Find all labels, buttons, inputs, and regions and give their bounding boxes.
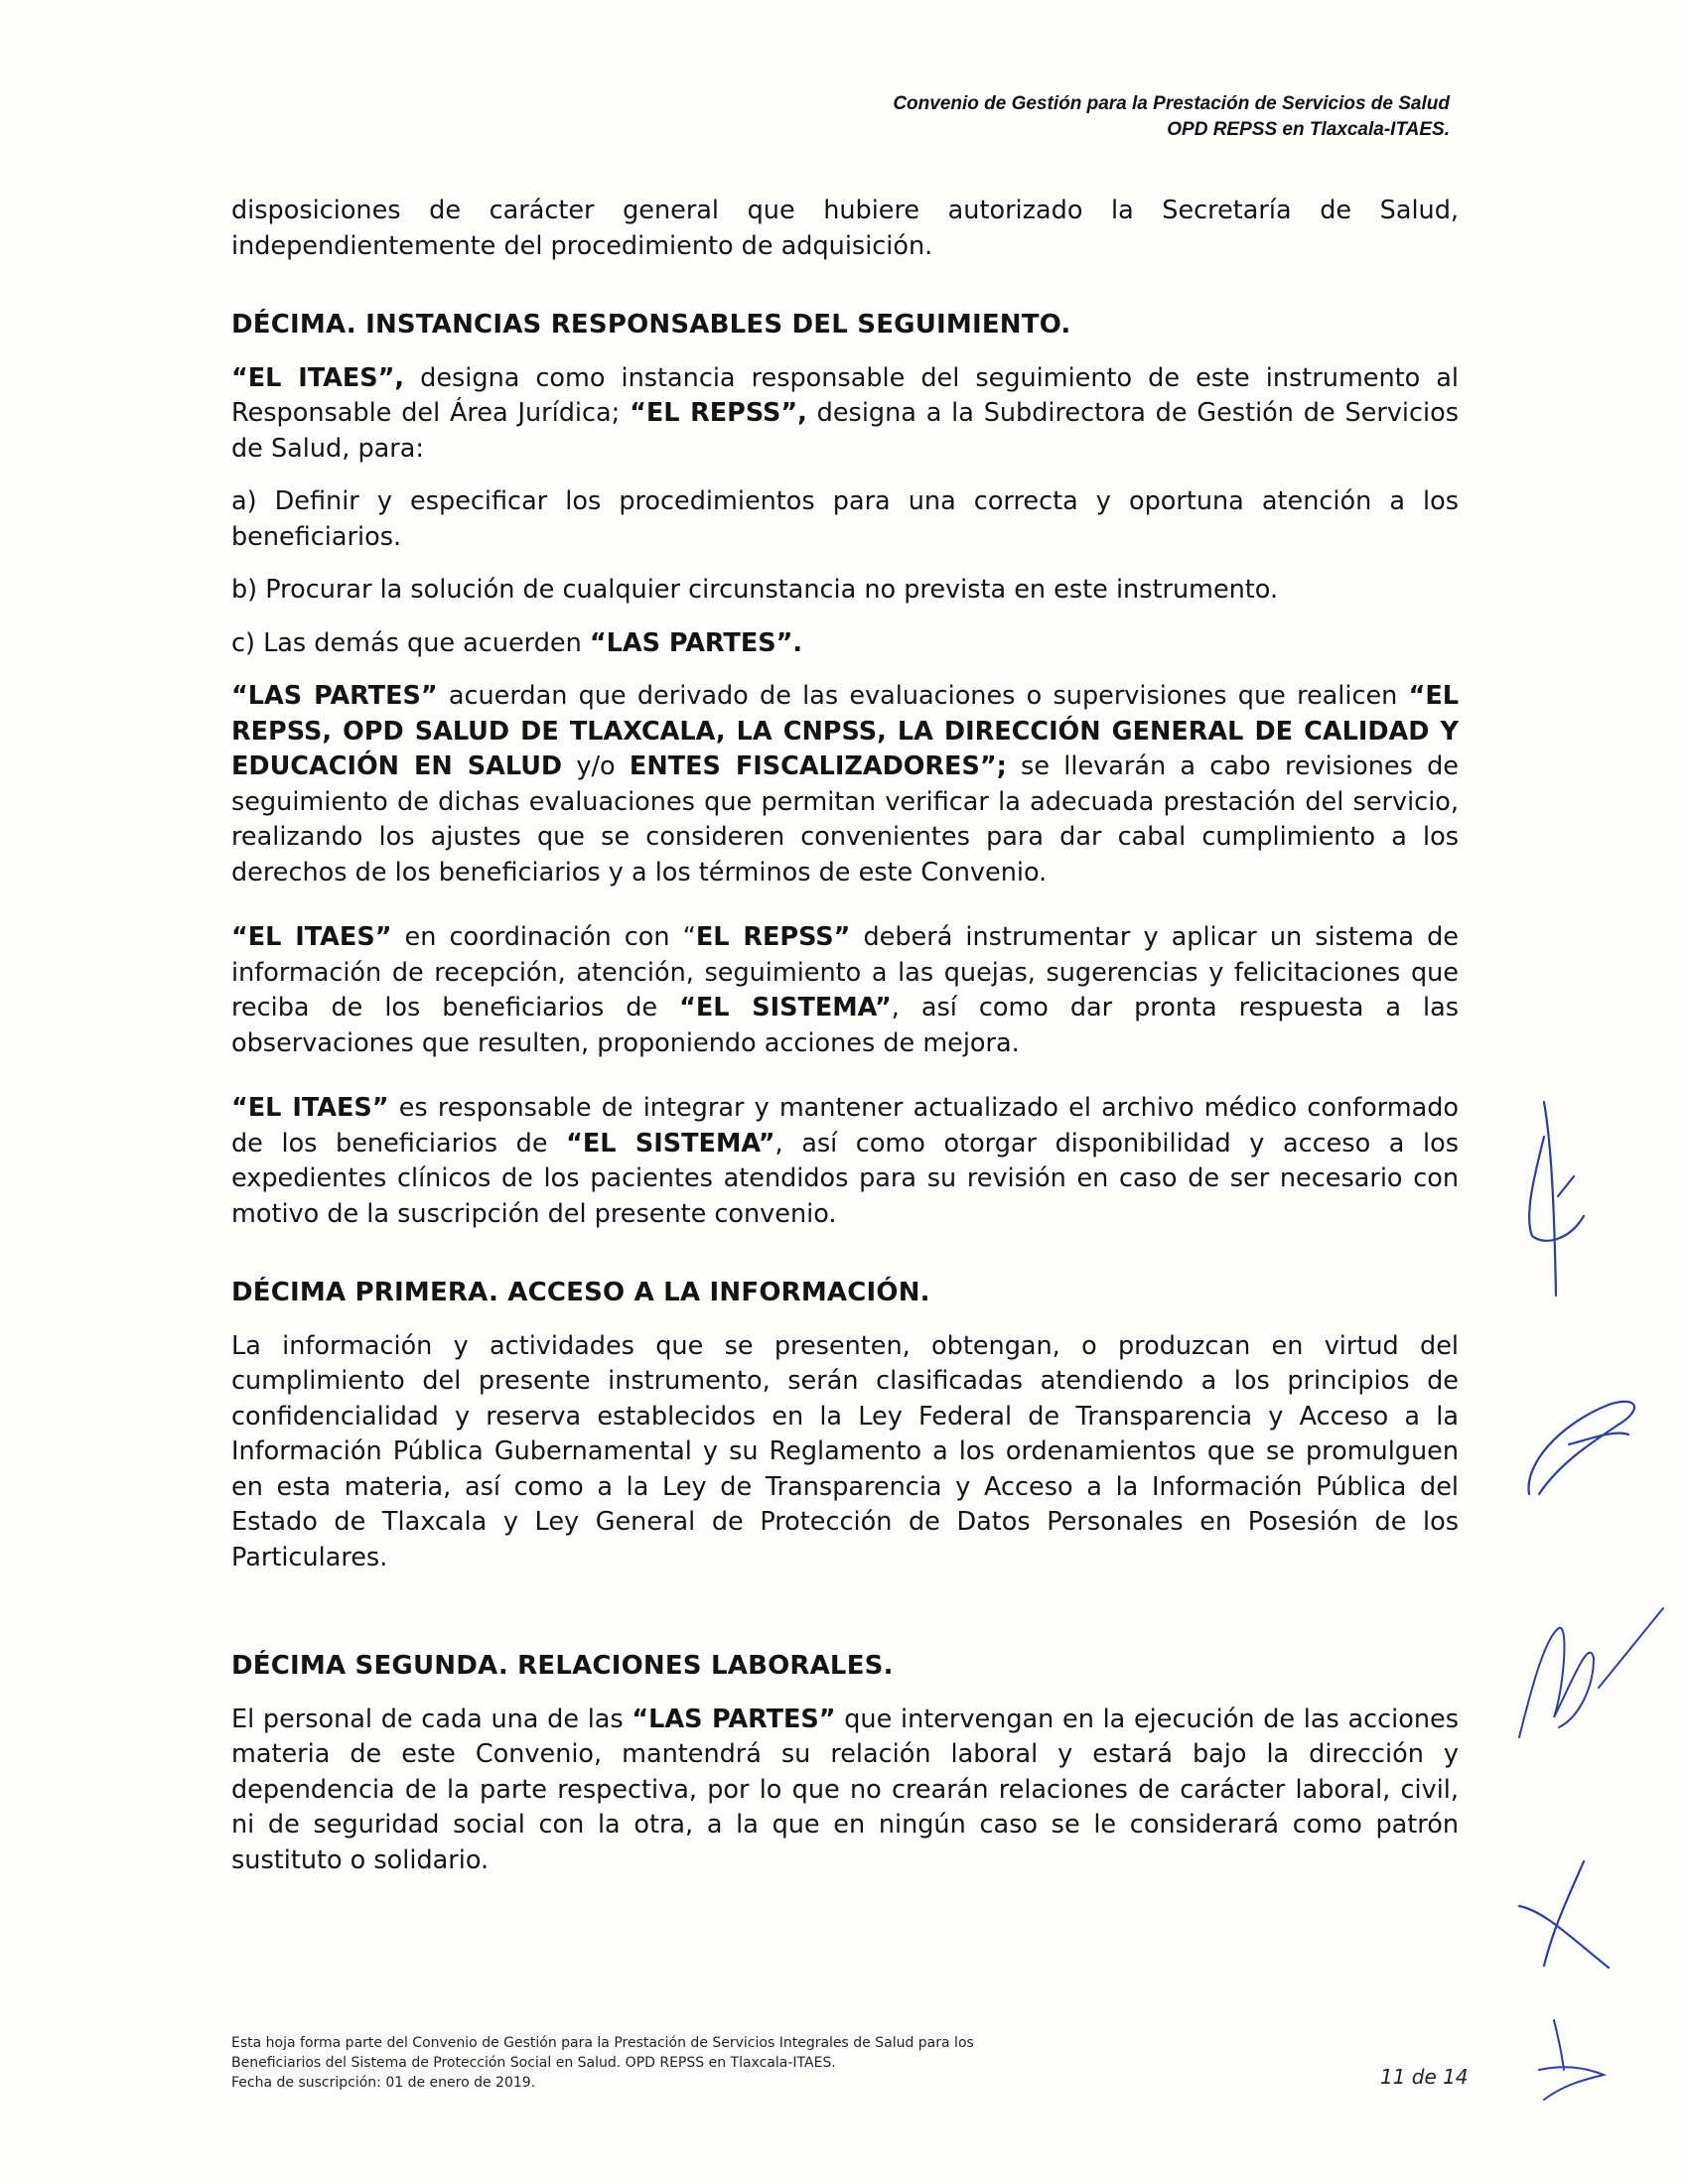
decima-paragraph-2: “LAS PARTES” acuerdan que derivado de las evaluaciones o supervisiones que realicen “EL REPSS, OPD SALUD DE TLAXCALA, LA CNPSS, LA DIRECCIÓN GENERAL DE CALIDAD Y EDUCACIÓN EN SALUD y/o ENTES FISCALIZADORES”; se llevarán a cabo revisiones de seguimiento de dichas evaluaciones que permitan verificar la adecuada prestación del servicio, realizando los ajustes que se consideren convenientes para dar cabal cumplimiento a los derechos de los beneficiarios y a los términos de este Convenio. xyxy=(231,681,1460,887)
signature-mark xyxy=(1514,1856,1623,1976)
page-footer xyxy=(231,2033,1125,2093)
section-heading-segunda: DÉCIMA SEGUNDA. RELACIONES LABORALES. xyxy=(231,1651,894,1681)
primera-paragraph-1: La información y actividades que se presenten, obtengan, o produzcan en virtud del cumplimiento del presente instrumento, serán clasificadas atendiendo a los principios de confidencialidad y reserva establecidos en la Ley Federal de Transparencia y Acceso a la Información Pública Gubernamental y su Reglamento a los ordenamientos que se promulguen en esta materia, así como a la Ley de Transparencia y Acceso a la Información Pública del Estado de Tlaxcala y Ley General de Protección de Datos Personales en Posesión de los Particulares. xyxy=(231,1330,1459,1572)
footer-line-1: Esta hoja forma parte del Convenio de Gestión para la Prestación de Servicios Integrales de Salud para los xyxy=(231,2035,974,2051)
signature-mark xyxy=(1524,2015,1614,2105)
list-item-a: a) Definir y especificar los procedimientos para una correcta y oportuna atención a los beneficiarios. xyxy=(231,486,1459,552)
footer-line-3: Fecha de suscripción: 01 de enero de 2019. xyxy=(231,2075,536,2091)
party-repss: “EL REPSS”, xyxy=(630,398,807,428)
signature-mark xyxy=(1514,1097,1594,1305)
party-itaes: “EL ITAES”, xyxy=(231,362,405,393)
decima-paragraph-3: “EL ITAES” en coordinación con “EL REPSS” deberá instrumentar y aplicar un sistema de información de recepción, atención, seguimiento a las quejas, sugerencias y felicitaciones que reciba de los beneficiarios de “EL SISTEMA”, así como dar pronta respuesta a las observaciones que resulten, proponiendo acciones de mejora. xyxy=(231,922,1459,1058)
page-number: 11 de 14 xyxy=(1380,2065,1469,2089)
header-line-2: OPD REPSS en Tlaxcala-ITAES. xyxy=(1167,119,1450,140)
intro-paragraph: disposiciones de carácter general que hubiere autorizado la Secretaría de Salud, independientemente del procedimiento de adquisición. xyxy=(231,196,1459,261)
document-body xyxy=(231,194,1459,1878)
decima-paragraph-4: “EL ITAES” es responsable de integrar y mantener actualizado el archivo médico conformado de los beneficiarios de “EL SISTEMA”, así como otorgar disponibilidad y acceso a los expedientes clínicos de los pacientes atendidos para su revisión en caso de ser necesario con motivo de la suscripción del presente convenio. xyxy=(231,1093,1459,1229)
signature-mark xyxy=(1499,1598,1668,1747)
list-item-c: c) Las demás que acuerden “LAS PARTES”. xyxy=(231,627,803,658)
list-item-b: b) Procurar la solución de cualquier circunstancia no prevista en este instrumento. xyxy=(231,575,1279,605)
section-heading-decima: DÉCIMA. INSTANCIAS RESPONSABLES DEL SEGUIMIENTO. xyxy=(231,310,1071,340)
section-heading-primera: DÉCIMA PRIMERA. ACCESO A LA INFORMACIÓN. xyxy=(231,1278,930,1307)
header-line-1: Convenio de Gestión para la Prestación de Servicios de Salud xyxy=(893,93,1450,114)
signature-mark xyxy=(1519,1385,1648,1514)
segunda-paragraph-1: El personal de cada una de las “LAS PARTES” que intervengan en la ejecución de las acciones materia de este Convenio, mantendrá su relación laboral y estará bajo la dirección y dependencia de la parte respectiva, por lo que no crearán relaciones de carácter laboral, civil, ni de seguridad social con la otra, a la que en ningún caso se le considerará como patrón sustituto o solidario. xyxy=(231,1704,1459,1875)
page-header xyxy=(893,91,1450,143)
decima-paragraph-1: “EL ITAES”, designa como instancia responsable del seguimiento de este instrumento al Responsable del Área Jurídica; “EL REPSS”, designa a la Subdirectora de Gestión de Servicios de Salud, para: xyxy=(231,362,1459,464)
footer-line-2: Beneficiarios del Sistema de Protección Social en Salud. OPD REPSS en Tlaxcala-ITAES. xyxy=(231,2055,836,2071)
